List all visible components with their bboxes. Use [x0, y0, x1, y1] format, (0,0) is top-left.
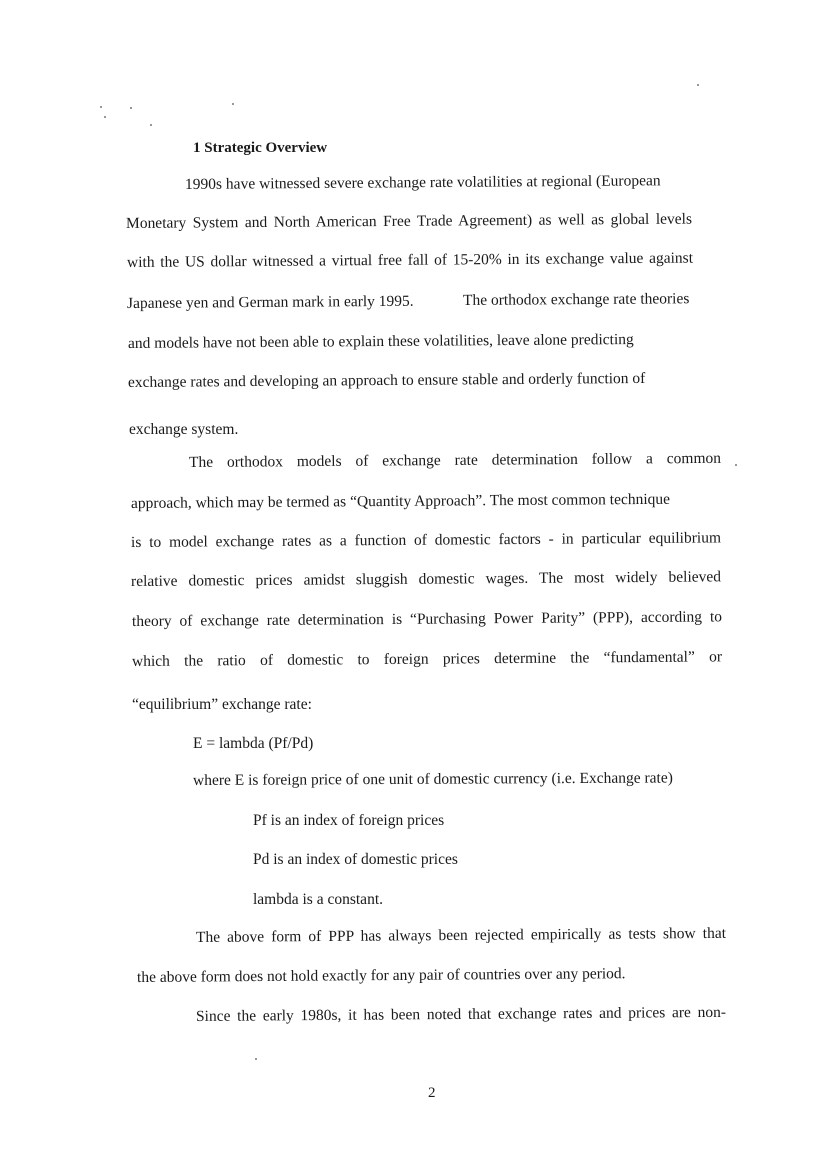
scan-speck — [130, 107, 132, 109]
paragraph-2-line: which the ratio of domestic to foreign prices determine the “fundamental” or — [131, 648, 723, 670]
formula-where-clause: where E is foreign price of one unit of domestic currency (i.e. Exchange rate) — [192, 769, 673, 789]
paragraph-3-line: the above form does not hold exactly for any pair of countries over any period. — [136, 965, 626, 986]
formula-definition: Pd is an index of domestic prices — [253, 851, 458, 868]
paragraph-1-line: 1990s have witnessed severe exchange rate volatilities at regional (European — [184, 172, 661, 193]
paragraph-2-line: “equilibrium” exchange rate: — [132, 696, 312, 713]
paragraph-4-line: Since the early 1980s, it has been noted that exchange rates and prices are non- — [195, 1003, 727, 1025]
scan-speck — [255, 1058, 257, 1060]
paragraph-1-line: Monetary System and North American Free Trade Agreement) as well as global levels — [125, 210, 693, 232]
section-heading: 1 Strategic Overview — [193, 140, 328, 156]
paragraph-2-line: theory of exchange rate determination is “Purchasing Power Parity” (PPP), according to — [131, 608, 723, 630]
paragraph-1-line: exchange system. — [129, 421, 239, 438]
scan-speck — [100, 106, 102, 108]
scan-speck — [150, 124, 152, 126]
paragraph-2-line: The orthodox models of exchange rate determination follow a common — [188, 449, 722, 471]
scan-speck — [104, 116, 106, 118]
scan-speck — [735, 464, 737, 466]
page-number: 2 — [428, 1085, 436, 1101]
paragraph-1-line: exchange rates and developing an approach to ensure stable and orderly function of — [127, 369, 646, 391]
paragraph-2-line: relative domestic prices amidst sluggish domestic wages. The most widely believed — [130, 568, 722, 590]
paragraph-2-line: approach, which may be termed as “Quantity Approach”. The most common technique — [130, 490, 671, 512]
scan-speck — [697, 84, 699, 86]
formula-definition: lambda is a constant. — [253, 891, 383, 908]
paragraph-2-line: is to model exchange rates as a function of domestic factors - in particular equilibrium — [130, 529, 722, 551]
scan-speck — [232, 103, 234, 105]
paragraph-1-line: with the US dollar witnessed a virtual free fall of 15-20% in its exchange value against — [126, 249, 694, 271]
paragraph-3-line: The above form of PPP has always been rejected empirically as tests show that — [195, 924, 727, 946]
paragraph-1-line: Japanese yen and German mark in early 1995. — [126, 292, 414, 312]
formula-equation: E = lambda (Pf/Pd) — [193, 735, 314, 752]
formula-definition: Pf is an index of foreign prices — [253, 812, 445, 829]
paragraph-1-line: and models have not been able to explain these volatilities, leave alone predicting — [127, 331, 634, 352]
paragraph-1-line: The orthodox exchange rate theories — [462, 290, 690, 309]
